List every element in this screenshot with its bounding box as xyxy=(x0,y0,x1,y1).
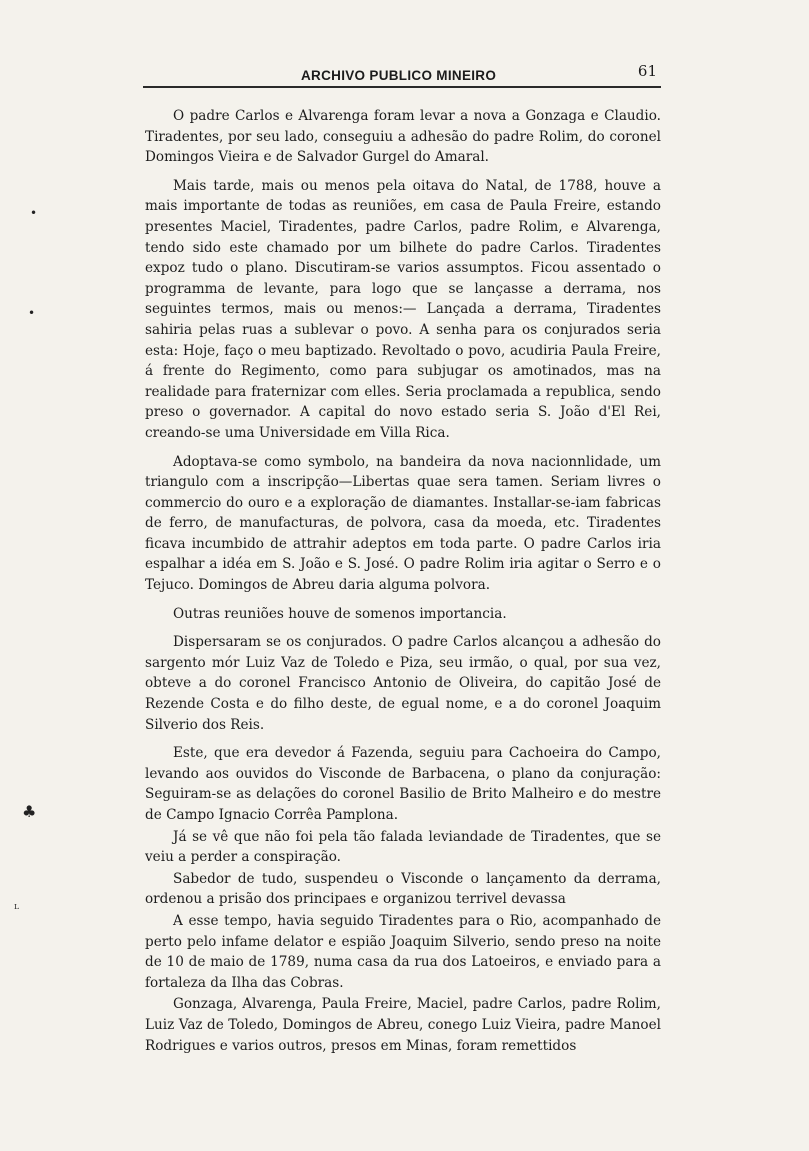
page-header xyxy=(143,62,661,90)
paragraph: Outras reuniões houve de somenos importancia. xyxy=(173,605,507,622)
paragraph: Dispersaram se os conjurados. O padre Carlos alcançou a adhesão do sargento mór Luiz Vaz de Toledo e Piza, seu irmão, o qual, por sua vez, obteve a do coronel Francisco Antonio de Oliveira, do capitão José de Rezende Costa e do filho deste, de egual nome, e a do coronel Joaquim Silverio dos Reis. xyxy=(145,634,661,733)
margin-speck: ᴸ xyxy=(14,902,20,916)
paragraph: Mais tarde, mais ou menos pela oitava do Natal, de 1788, houve a mais importante de todas as reuniões, em casa de Paula Freire, estando presentes Maciel, Tiradentes, padre Carlos, padre Rolim, e Alvarenga, tendo sido este chamado por um bilhete do padre Carlos. Tiradentes expoz tudo o plano. Discutiram-se varios assumptos. Ficou assentado o programma de levante, para logo que se lançasse a derrama, nos seguintes termos, mais ou menos:— Lançada a derrama, Tiradentes sahiria pelas ruas a sublevar o povo. A senha para os conjurados seria esta: Hoje, faço o meu baptizado. Revoltado o povo, acudiria Paula Freire, á frente do Regimento, como para subjugar os amotinados, mas na realidade para fraternizar com elles. Seria proclamada a republica, sendo preso o governador. A capital do novo estado seria S. João d'El Rei, creando-se uma Universidade em Villa Rica. xyxy=(145,177,661,441)
running-title: ARCHIVO PUBLICO MINEIRO xyxy=(301,68,497,83)
paragraph: Já se vê que não foi pela tão falada leviandade de Tiradentes, que se veiu a perder a conspiração. xyxy=(145,828,661,866)
body-text xyxy=(145,106,661,1057)
paragraph: Este, que era devedor á Fazenda, seguiu para Cachoeira do Campo, levando aos ouvidos do Visconde de Barbacena, o plano da conjuração: Seguiram-se as delações do coronel Basilio de Brito Malheiro e do mestre de Campo Ignacio Corrêa Pamplona. xyxy=(145,745,661,823)
paragraph: Adoptava-se como symbolo, na bandeira da nova nacionnlidade, um triangulo com a inscripção—Libertas quae sera tamen. Seriam livres o commercio do ouro e a exploração de diamantes. Installar-se-iam fabricas de ferro, de manufacturas, de polvora, casa da moeda, etc. Tiradentes ficava incumbido de attrahir adeptos em toda parte. O padre Carlos iria espalhar a idéa em S. João e S. José. O padre Rolim iria agitar o Serro e o Tejuco. Domingos de Abreu daria alguma polvora. xyxy=(145,453,661,594)
margin-speck: • xyxy=(28,306,36,320)
paragraph: O padre Carlos e Alvarenga foram levar a nova a Gonzaga e Claudio. Tiradentes, por seu lado, conseguiu a adhesão do padre Rolim, do coronel Domingos Vieira e de Salvador Gurgel do Amaral. xyxy=(145,108,661,166)
paragraph: A esse tempo, havia seguido Tiradentes para o Rio, acompanhado de perto pelo infame delator e espião Joaquim Silverio, sendo preso na noite de 10 de maio de 1789, numa casa da rua dos Latoeiros, e enviado para a fortaleza da Ilha das Cobras. xyxy=(145,912,661,991)
paragraph: Gonzaga, Alvarenga, Paula Freire, Maciel, padre Carlos, padre Rolim, Luiz Vaz de Toledo, Domingos de Abreu, conego Luiz Vieira, padre Manoel Rodrigues e varios outros, presos em Minas, foram remettidos xyxy=(145,996,661,1054)
margin-speck: • xyxy=(30,206,38,220)
page-number: 61 xyxy=(637,62,657,80)
margin-speck: ♣ xyxy=(22,802,37,821)
paragraph: Sabedor de tudo, suspendeu o Visconde o lançamento da derrama, ordenou a prisão dos principaes e organizou terrivel devassa xyxy=(145,870,661,908)
header-rule xyxy=(143,86,661,88)
